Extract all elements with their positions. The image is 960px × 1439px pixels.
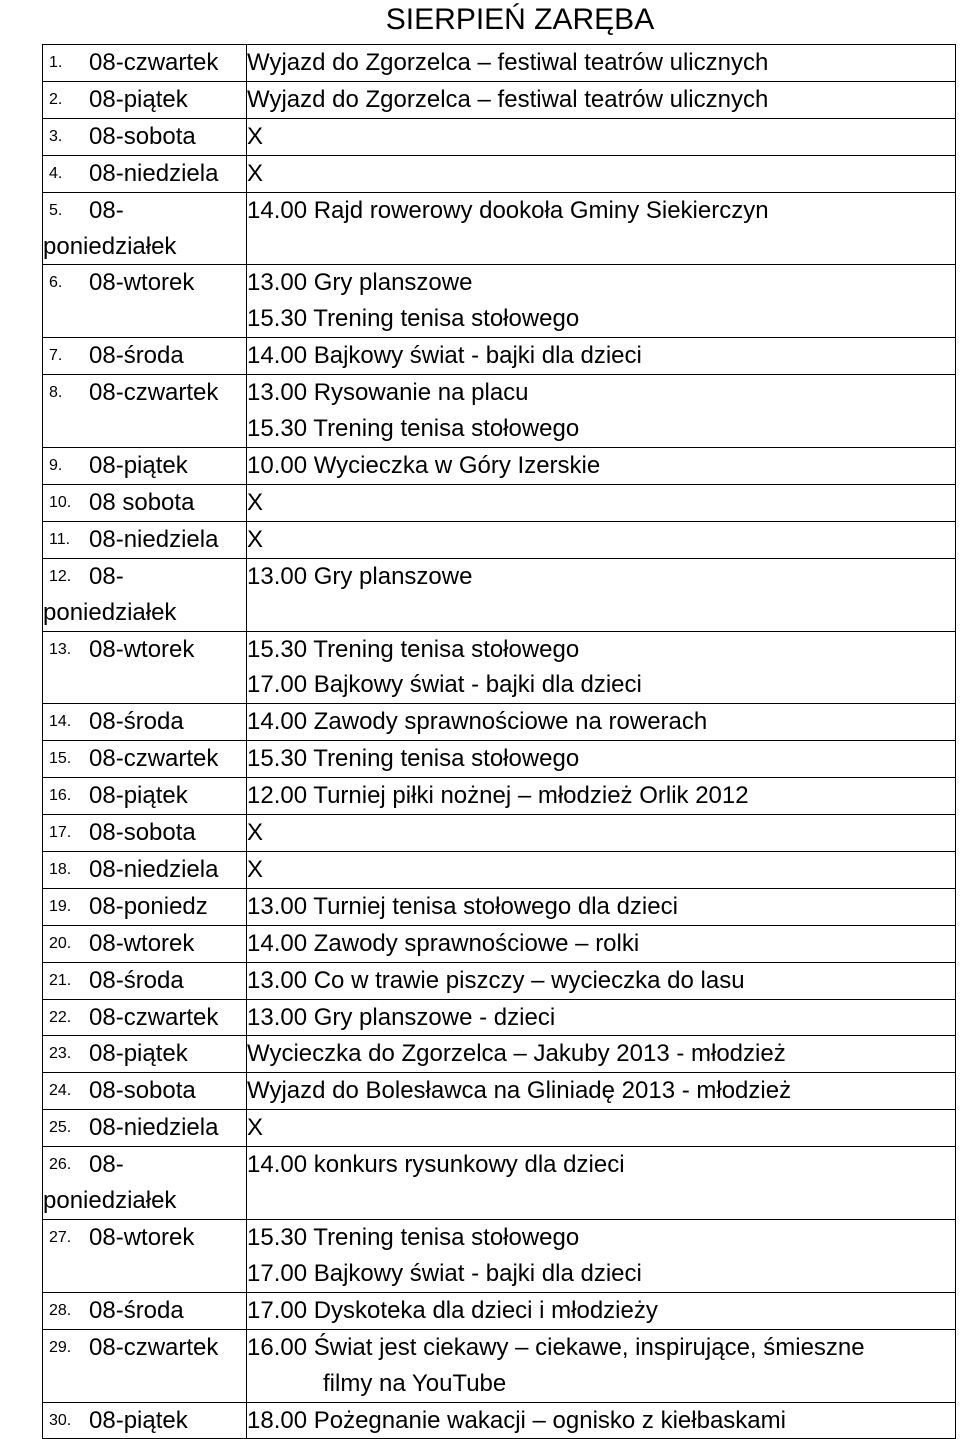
day-cell-content — [43, 448, 246, 484]
day-label: 08-piątek — [89, 85, 188, 113]
day-cell — [43, 1220, 247, 1293]
day-cell — [43, 447, 247, 484]
row-number: 1. — [49, 54, 63, 71]
day-label: 08-środa — [89, 342, 184, 370]
day-cell — [43, 192, 247, 265]
table-row — [43, 962, 956, 999]
day-label: 08-wtorek — [89, 929, 195, 957]
day-cell — [43, 521, 247, 558]
day-label: 08- poniedziałek — [43, 562, 177, 626]
row-number: 8. — [49, 384, 63, 402]
day-label: 08-wtorek — [89, 269, 195, 297]
activity-line: X — [247, 855, 264, 883]
table-row — [43, 888, 956, 925]
table-row — [43, 1110, 956, 1147]
activity-line: filmy na YouTube — [323, 1369, 507, 1397]
table-row — [43, 484, 956, 521]
row-number: 13. — [49, 640, 72, 658]
activity-cell — [247, 118, 956, 155]
day-label: 08- poniedziałek — [43, 1151, 177, 1215]
day-cell — [43, 1073, 247, 1110]
day-label: 08-czwartek — [89, 1003, 219, 1031]
day-label: 08-czwartek — [89, 379, 219, 407]
activity-line: Wycieczka do Zgorzelca – Jakuby 2013 - młodzież — [247, 1040, 786, 1068]
day-cell-content — [43, 45, 246, 81]
row-number: 18. — [49, 860, 72, 878]
day-label: 08-niedziela — [89, 159, 219, 187]
activity-line: X — [247, 819, 264, 847]
table-row — [43, 741, 956, 778]
day-label: 08 sobota — [89, 488, 195, 516]
day-cell-content — [43, 1036, 246, 1072]
row-number: 30. — [49, 1411, 72, 1429]
day-cell — [43, 1329, 247, 1402]
day-label: 08- poniedziałek — [43, 196, 177, 260]
day-cell — [43, 741, 247, 778]
day-label: 08-środa — [89, 966, 184, 994]
activity-cell — [247, 888, 956, 925]
day-cell — [43, 81, 247, 118]
day-cell-content — [43, 632, 246, 668]
day-label: 08-sobota — [89, 819, 196, 847]
row-number: 4. — [49, 164, 63, 182]
day-cell — [43, 815, 247, 852]
day-cell — [43, 338, 247, 375]
activity-line: 16.00 Świat jest ciekawy – ciekawe, inspirujące, śmieszne — [247, 1333, 865, 1361]
table-row — [43, 45, 956, 82]
table-row — [43, 558, 956, 631]
table-row — [43, 925, 956, 962]
activity-cell — [247, 1402, 956, 1439]
activity-line: 18.00 Pożegnanie wakacji – ognisko z kiełbaskami — [247, 1406, 786, 1434]
day-cell-content — [43, 1403, 246, 1439]
day-cell-content — [43, 1330, 246, 1366]
activity-line: Wyjazd do Zgorzelca – festiwal teatrów ulicznych — [247, 49, 769, 76]
day-cell — [43, 1110, 247, 1147]
activity-cell — [247, 1292, 956, 1329]
row-number: 29. — [49, 1338, 72, 1356]
activity-line: X — [247, 122, 264, 150]
table-row — [43, 1036, 956, 1073]
activity-line: 15.30 Trening tenisa stołowego — [247, 635, 580, 663]
day-cell-content — [43, 1147, 246, 1219]
activity-line: 14.00 Bajkowy świat - bajki dla dzieci — [247, 342, 642, 370]
activity-cell — [247, 521, 956, 558]
activity-line: 14.00 konkurs rysunkowy dla dzieci — [247, 1151, 625, 1179]
table-row — [43, 118, 956, 155]
day-cell — [43, 484, 247, 521]
activity-cell — [247, 962, 956, 999]
day-cell — [43, 118, 247, 155]
activity-line: 12.00 Turniej piłki nożnej – młodzież Orlik 2012 — [247, 782, 749, 810]
row-number: 15. — [49, 750, 72, 768]
table-row — [43, 815, 956, 852]
row-number: 12. — [49, 567, 72, 585]
day-cell-content — [43, 1073, 246, 1109]
day-label: 08-środa — [89, 1296, 184, 1324]
day-cell-content — [43, 1000, 246, 1036]
schedule-body — [43, 45, 956, 1439]
day-cell — [43, 155, 247, 192]
row-number: 7. — [49, 347, 63, 365]
day-cell-content — [43, 1110, 246, 1146]
day-cell-content — [43, 193, 246, 265]
day-label: 08-piątek — [89, 451, 188, 479]
activity-line: 15.30 Trening tenisa stołowego — [247, 1224, 580, 1251]
day-label: 08-wtorek — [89, 635, 195, 663]
row-number: 25. — [49, 1119, 72, 1137]
day-cell-content — [43, 1220, 246, 1256]
row-number: 24. — [49, 1082, 72, 1100]
activity-cell — [247, 1073, 956, 1110]
table-row — [43, 447, 956, 484]
table-row — [43, 192, 956, 265]
day-cell — [43, 558, 247, 631]
activity-cell — [247, 1110, 956, 1147]
activity-line: Wyjazd do Bolesławca na Gliniadę 2013 - młodzież — [247, 1077, 792, 1105]
activity-line: 17.00 Bajkowy świat - bajki dla dzieci — [247, 671, 642, 699]
row-number: 21. — [49, 971, 72, 989]
activity-cell — [247, 558, 956, 631]
day-cell-content — [43, 375, 246, 411]
activity-line: 13.00 Turniej tenisa stołowego dla dzieci — [247, 892, 678, 920]
table-row — [43, 1402, 956, 1439]
row-number: 6. — [49, 274, 63, 292]
day-cell-content — [43, 119, 246, 155]
activity-line: 13.00 Co w trawie piszczy – wycieczka do lasu — [247, 966, 745, 994]
table-row — [43, 1073, 956, 1110]
table-row — [43, 999, 956, 1036]
page-title-text: SIERPIEŃ ZARĘBA — [385, 3, 655, 36]
day-label: 08-wtorek — [89, 1224, 195, 1251]
activity-cell — [247, 155, 956, 192]
activity-line: 17.00 Dyskoteka dla dzieci i młodzieży — [247, 1296, 658, 1324]
activity-cell — [247, 484, 956, 521]
day-cell-content — [43, 815, 246, 851]
row-number: 28. — [49, 1301, 72, 1319]
day-cell-content — [43, 704, 246, 740]
activity-line: 13.00 Rysowanie na placu — [247, 379, 529, 407]
day-cell — [43, 1402, 247, 1439]
activity-line: 15.30 Trening tenisa stołowego — [247, 415, 580, 443]
day-cell-content — [43, 963, 246, 999]
activity-cell — [247, 815, 956, 852]
row-number: 3. — [49, 127, 63, 145]
activity-line: 13.00 Gry planszowe — [247, 562, 473, 590]
day-label: 08-środa — [89, 708, 184, 736]
activity-line: 14.00 Zawody sprawnościowe na rowerach — [247, 708, 708, 736]
day-cell-content — [43, 82, 246, 118]
day-cell-content — [43, 265, 246, 301]
row-number: 23. — [49, 1045, 72, 1063]
activity-line: X — [247, 488, 264, 516]
activity-cell — [247, 192, 956, 265]
activity-cell — [247, 1036, 956, 1073]
row-number: 19. — [49, 897, 72, 915]
table-row — [43, 704, 956, 741]
day-label: 08-sobota — [89, 122, 196, 150]
table-row — [43, 1292, 956, 1329]
row-number: 11. — [49, 530, 71, 548]
table-row — [43, 1329, 956, 1402]
activity-line: 14.00 Zawody sprawnościowe – rolki — [247, 929, 640, 957]
day-label: 08-czwartek — [89, 745, 219, 773]
day-cell — [43, 778, 247, 815]
day-cell-content — [43, 485, 246, 521]
day-cell — [43, 1036, 247, 1073]
day-label: 08-piątek — [89, 1406, 188, 1434]
row-number: 26. — [49, 1156, 72, 1174]
day-label: 08-niedziela — [89, 855, 219, 883]
activity-line: X — [247, 525, 264, 553]
day-cell-content — [43, 926, 246, 962]
table-row — [43, 1147, 956, 1220]
activity-line: 15.30 Trening tenisa stołowego — [247, 305, 580, 333]
activity-line: X — [247, 159, 264, 187]
table-row — [43, 1220, 956, 1293]
day-label: 08-sobota — [89, 1077, 196, 1105]
activity-cell — [247, 265, 956, 338]
activity-line: Wyjazd do Zgorzelca – festiwal teatrów ulicznych — [247, 85, 769, 113]
activity-cell — [247, 375, 956, 448]
row-number: 22. — [49, 1008, 72, 1026]
row-number: 5. — [49, 201, 63, 219]
activity-cell — [247, 999, 956, 1036]
day-cell — [43, 375, 247, 448]
day-cell — [43, 999, 247, 1036]
day-label: 08-poniedz — [89, 892, 208, 920]
day-cell-content — [43, 741, 246, 777]
day-cell-content — [43, 889, 246, 925]
row-number: 27. — [49, 1229, 72, 1246]
schedule-table — [42, 44, 956, 1439]
table-row — [43, 265, 956, 338]
activity-cell — [247, 925, 956, 962]
day-label: 08-niedziela — [89, 525, 219, 553]
activity-cell — [247, 81, 956, 118]
row-number: 9. — [49, 456, 63, 474]
table-row — [43, 375, 956, 448]
table-row — [43, 631, 956, 704]
activity-line: 15.30 Trening tenisa stołowego — [247, 745, 580, 773]
row-number: 17. — [49, 824, 72, 842]
day-cell-content — [43, 559, 246, 631]
day-cell — [43, 1147, 247, 1220]
activity-cell — [247, 1220, 956, 1293]
day-cell-content — [43, 778, 246, 814]
table-row — [43, 851, 956, 888]
activity-cell — [247, 1329, 956, 1402]
table-row — [43, 778, 956, 815]
day-cell — [43, 1292, 247, 1329]
activity-cell — [247, 741, 956, 778]
row-number: 14. — [49, 713, 72, 731]
day-cell-content — [43, 338, 246, 374]
day-cell — [43, 704, 247, 741]
table-row — [43, 81, 956, 118]
day-label: 08-piątek — [89, 782, 188, 810]
activity-cell — [247, 631, 956, 704]
day-cell-content — [43, 522, 246, 558]
activity-line: 13.00 Gry planszowe — [247, 269, 473, 297]
row-number: 20. — [49, 934, 72, 952]
day-label: 08-czwartek — [89, 1333, 219, 1361]
row-number: 16. — [49, 787, 72, 805]
activity-cell — [247, 45, 956, 82]
table-row — [43, 155, 956, 192]
activity-line: 10.00 Wycieczka w Góry Izerskie — [247, 451, 601, 479]
activity-cell — [247, 1147, 956, 1220]
day-label: 08-piątek — [89, 1040, 188, 1068]
day-cell — [43, 265, 247, 338]
day-cell — [43, 925, 247, 962]
activity-line: 17.00 Bajkowy świat - bajki dla dzieci — [247, 1259, 642, 1287]
activity-cell — [247, 338, 956, 375]
day-cell — [43, 962, 247, 999]
table-row — [43, 338, 956, 375]
day-label: 08-czwartek — [89, 49, 219, 76]
row-number: 10. — [49, 493, 72, 511]
table-row — [43, 521, 956, 558]
activity-cell — [247, 704, 956, 741]
page-title — [0, 0, 880, 40]
activity-line: 13.00 Gry planszowe - dzieci — [247, 1003, 556, 1031]
day-cell — [43, 851, 247, 888]
activity-line: 14.00 Rajd rowerowy dookoła Gminy Siekierczyn — [247, 196, 769, 224]
day-cell-content — [43, 156, 246, 192]
day-label: 08-niedziela — [89, 1114, 219, 1142]
day-cell — [43, 888, 247, 925]
row-number: 2. — [49, 90, 63, 108]
activity-cell — [247, 447, 956, 484]
day-cell-content — [43, 852, 246, 888]
day-cell — [43, 631, 247, 704]
day-cell — [43, 45, 247, 82]
activity-line: X — [247, 1114, 264, 1142]
activity-cell — [247, 851, 956, 888]
day-cell-content — [43, 1293, 246, 1329]
activity-cell — [247, 778, 956, 815]
